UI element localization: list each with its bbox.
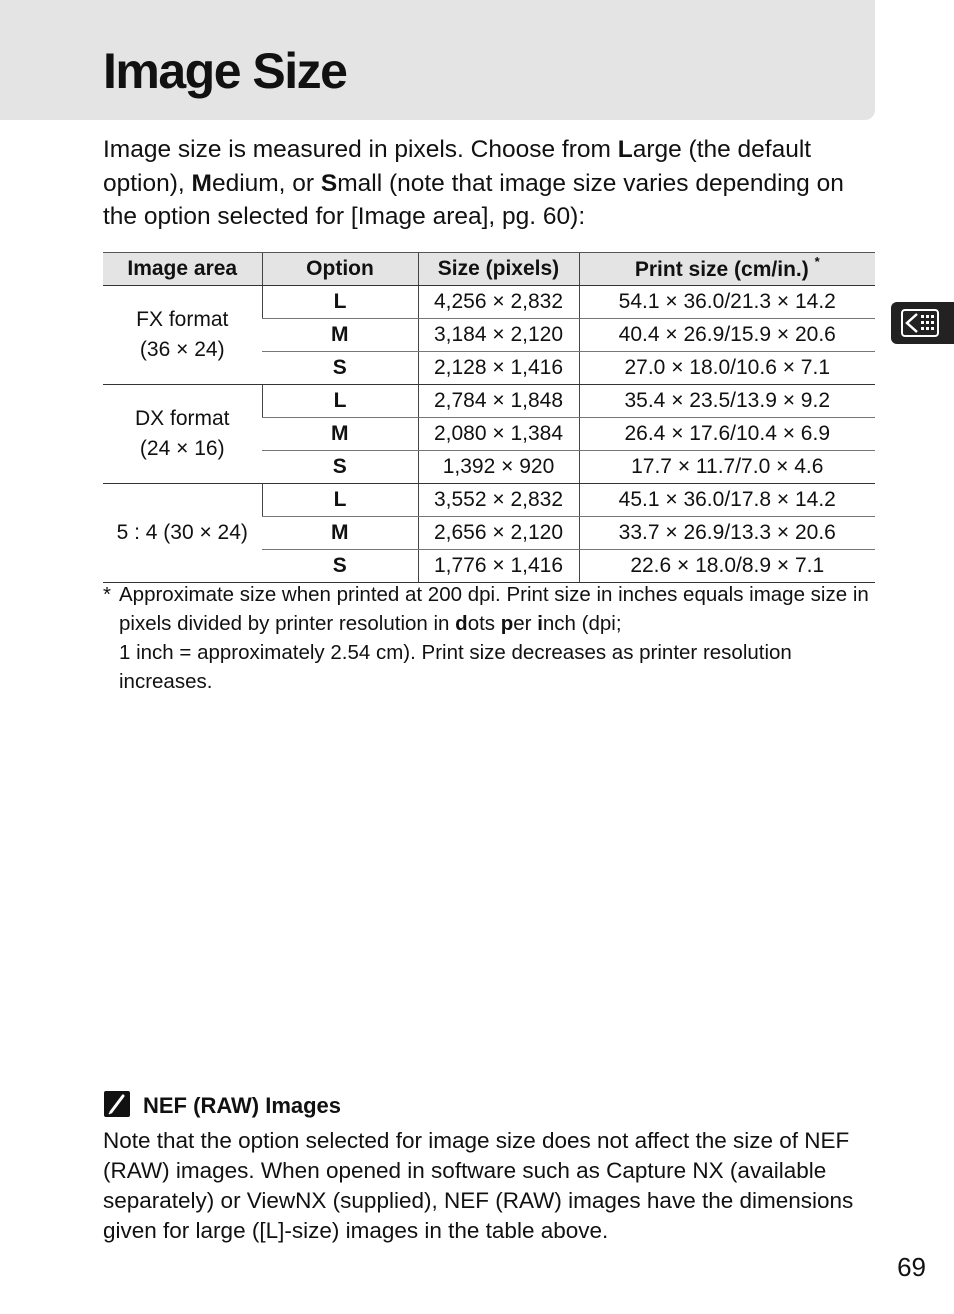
intro-large-key: L: [617, 136, 633, 163]
intro-medium-rest: edium, or: [211, 169, 321, 197]
chapter-side-tab: [891, 302, 954, 344]
size-cell: 3,552 × 2,832: [418, 484, 579, 517]
size-cell: 4,256 × 2,832: [418, 286, 579, 319]
option-cell: L: [262, 385, 418, 418]
option-cell: M: [262, 319, 418, 352]
header-print-size: [579, 253, 875, 286]
area-line-1: DX format: [134, 407, 230, 430]
option-cell: S: [262, 550, 418, 583]
header-option: Option: [262, 253, 418, 286]
footnote-line-2: 1 inch = approximately 2.54 cm). Print size decreases as printer resolution increases.: [119, 641, 792, 693]
note-body: Note that the option selected for image size does not affect the size of NEF (RAW) images. When opened in software such as Capture NX (available separately) or ViewNX (supplied), NEF (RAW) images have the dimensions given for large ([L]-size) images in the table above.: [103, 1128, 854, 1243]
print-cell: 22.6 × 18.0/8.9 × 7.1: [579, 550, 875, 583]
option-cell: S: [262, 451, 418, 484]
print-cell: 45.1 × 36.0/17.8 × 14.2: [579, 484, 875, 517]
print-cell: 35.4 × 23.5/13.9 × 9.2: [579, 385, 875, 418]
size-cell: 1,776 × 1,416: [418, 550, 579, 583]
table-footnote: [103, 580, 878, 696]
print-cell: 26.4 × 17.6/10.4 × 6.9: [579, 418, 875, 451]
print-cell: 33.7 × 26.9/13.3 × 20.6: [579, 517, 875, 550]
intro-paragraph: [103, 133, 873, 234]
header-print-size-label: Print size (cm/in.): [634, 258, 809, 281]
footnote-d: d: [455, 612, 468, 635]
area-cell: [103, 385, 262, 484]
option-cell: M: [262, 517, 418, 550]
page-number: 69: [897, 1252, 926, 1282]
print-cell: 17.7 × 11.7/7.0 × 4.6: [579, 451, 875, 484]
header-footnote-mark: *: [814, 254, 820, 269]
footnote-p: p: [500, 612, 514, 635]
footnote-text-2: ots: [467, 612, 501, 635]
table-row: [103, 286, 875, 319]
page-title: Image Size: [103, 43, 347, 99]
print-cell: 27.0 × 18.0/10.6 × 7.1: [579, 352, 875, 385]
area-cell: [103, 286, 262, 385]
size-cell: 2,128 × 1,416: [418, 352, 579, 385]
shooting-menu-icon: [901, 308, 941, 338]
footnote-text-4: nch (dpi;: [542, 612, 622, 635]
footnote-i: i: [537, 612, 543, 635]
size-cell: 2,656 × 2,120: [418, 517, 579, 550]
header-image-area: Image area: [103, 253, 262, 286]
intro-small-key: S: [320, 169, 338, 197]
footnote-text: [103, 580, 878, 696]
intro-large-rest: arge (the default option),: [103, 136, 812, 197]
footnote-mark: *: [103, 583, 111, 606]
intro-text-1: Image size is measured in pixels. Choose from: [103, 136, 618, 163]
area-cell: [103, 484, 262, 583]
intro-small-rest: mall (note that image size varies depending on the option selected for [Image area], pg. 60):: [103, 169, 844, 230]
header-size-pixels: Size (pixels): [418, 253, 579, 286]
image-size-table: [103, 252, 875, 583]
size-cell: 2,080 × 1,384: [418, 418, 579, 451]
area-line-2: (24 × 16): [139, 437, 225, 460]
print-cell: 54.1 × 36.0/21.3 × 14.2: [579, 286, 875, 319]
table-header-row: [103, 253, 875, 286]
option-cell: M: [262, 418, 418, 451]
option-cell: S: [262, 352, 418, 385]
area-line-2: (36 × 24): [139, 338, 225, 361]
area-line-1: 5 : 4 (30 × 24): [116, 521, 248, 544]
footnote-text-1: Approximate size when printed at 200 dpi. Print size in inches equals image size in pixels divided by printer resolution in: [119, 583, 869, 635]
size-cell: 2,784 × 1,848: [418, 385, 579, 418]
area-line-1: FX format: [136, 308, 229, 331]
size-cell: 1,392 × 920: [418, 451, 579, 484]
intro-medium-key: M: [191, 169, 212, 197]
table-row: [103, 385, 875, 418]
footnote-text-3: er: [513, 612, 538, 635]
option-cell: L: [262, 286, 418, 319]
pencil-note-icon: [104, 1091, 130, 1117]
print-cell: 40.4 × 26.9/15.9 × 20.6: [579, 319, 875, 352]
table-row: [103, 484, 875, 517]
size-cell: 3,184 × 2,120: [418, 319, 579, 352]
note-title: NEF (RAW) Images: [143, 1093, 342, 1118]
option-cell: L: [262, 484, 418, 517]
